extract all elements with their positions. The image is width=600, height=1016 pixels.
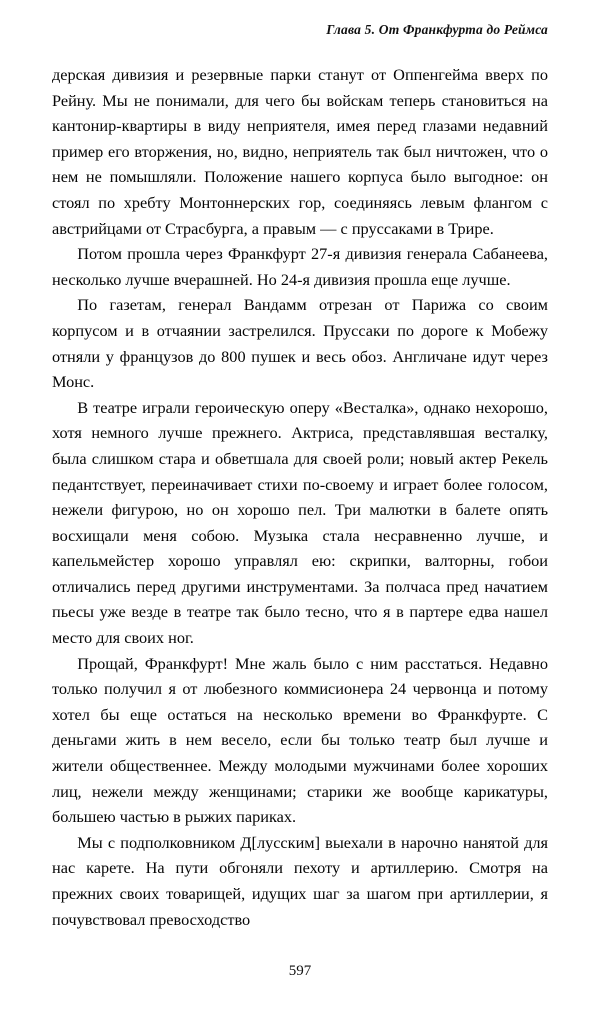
paragraph: дерская дивизия и резервные парки станут от Оппенгейма вверх по Рейну. Мы не понимали, для чего бы войскам теперь становиться на кантонир-квартиры в виду неприятеля, имея перед глазами недавний пример его вторжения, но, видно, неприятель так был ничтожен, что о нем не помышляли. Положение нашего корпуса было выгодное: он стоял по хребту Монтоннерских гор, соединяясь левым флангом с австрийцами от Страсбурга, а правым — с пруссаками в Трире. — [52, 65, 548, 238]
paragraph: В театре играли героическую оперу «Весталка», однако нехорошо, хотя немного лучше прежнего. Актриса, представлявшая весталку, была слишком стара и обветшала для своей роли; новый актер Рекель педантствует, переиначивает стихи по-своему и играет более голосом, нежели фигурою, но он хорошо пел. Три малютки в балете опять восхищали меня собою. Музыка стала несравненно лучше, и капельмейстер хорошо управлял ею: скрипки, валторны, гобои отличались перед другими инструментами. За полчаса пред начатием пьесы уже везде в театре так было тесно, что я в партере едва нашел место для своих ног. — [52, 397, 548, 648]
running-head: Глава 5. От Франкфурта до Реймса — [326, 22, 548, 37]
paragraph: Мы с подполковником Д[лусским] выехали в нарочно нанятой для нас карете. На пути обгоняли пехоту и артиллерию. Смотря на прежних своих товарищей, идущих шаг за шагом при артиллерии, я почувствовал превосходство — [52, 832, 548, 929]
paragraph: Прощай, Франкфурт! Мне жаль было с ним расстаться. Недавно только получил я от любезного коммисионера 24 червонца и потому хотел бы еще остаться на несколько времени во Франкфурте. С деньгами жить в нем весело, если бы только театр был лучше и жители общественнее. Между молодыми мужчинами более хороших лиц, нежели между женщинами; старики же вообще карикатуры, большею частью в рыжих париках. — [52, 653, 548, 827]
paragraph: По газетам, генерал Вандамм отрезан от Парижа со своим корпусом и в отчаянии застрелился. Пруссаки по дороге к Мобежу отняли у французов до 800 пушек и весь обоз. Англичане идут через Монс. — [52, 295, 548, 392]
body-text — [52, 62, 548, 932]
paragraph: Потом прошла через Франкфурт 27-я дивизия генерала Сабанеева, несколько лучше вчерашней. Но 24-я дивизия прошла еще лучше. — [52, 244, 548, 289]
page-number: 597 — [288, 963, 312, 979]
